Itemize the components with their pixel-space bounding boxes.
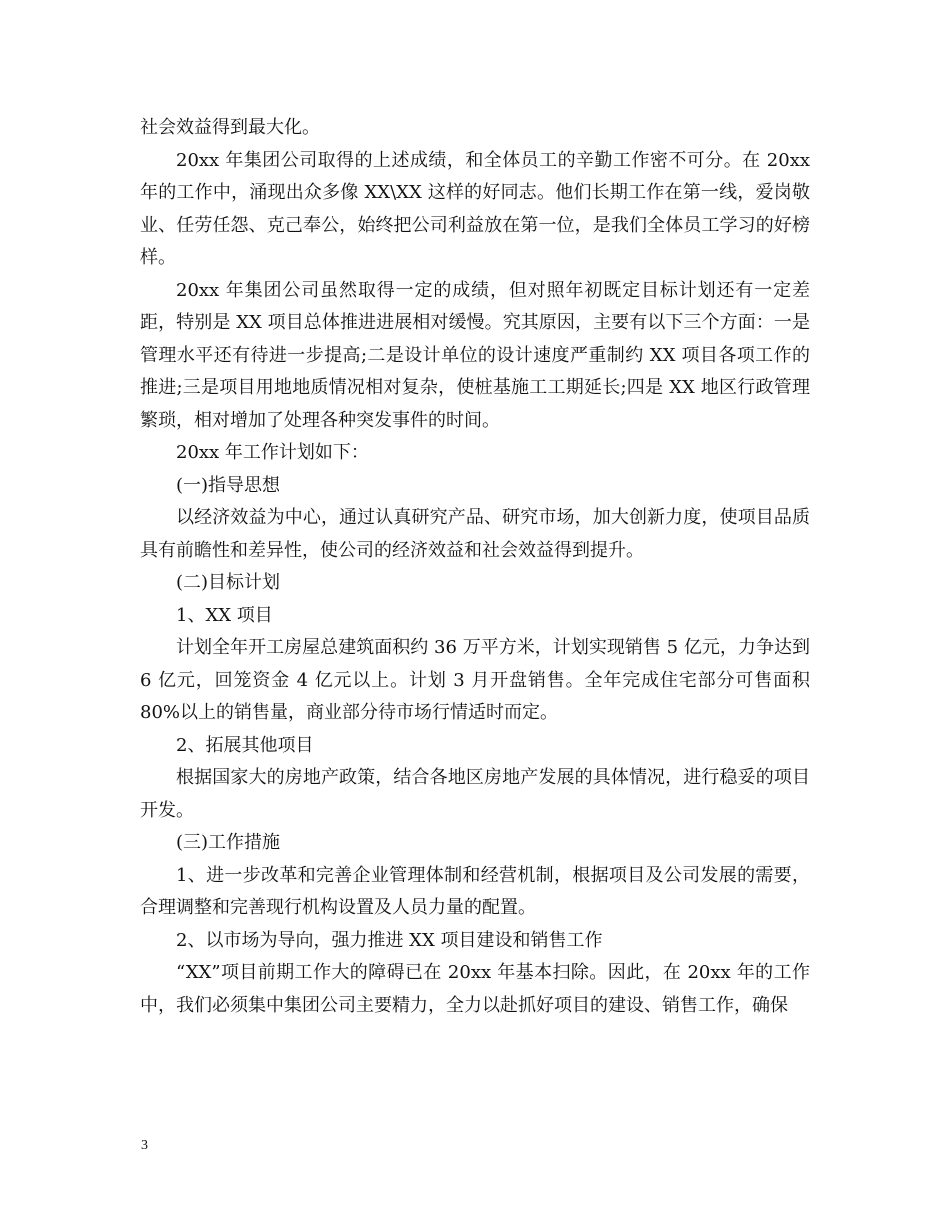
body-paragraph: (二)目标计划	[176, 572, 281, 593]
body-paragraph: (一)指导思想	[176, 474, 281, 496]
document-body	[140, 112, 810, 1022]
body-paragraph: 根据国家大的房地产政策，结合各地区房地产发展的具体情况，进行稳妥的项目开发。	[140, 767, 810, 821]
body-paragraph: “XX”项目前期工作大的障碍已在 20xx 年基本扫除。因此，在 20xx 年的工作中，我们必须集中集团公司主要精力，全力以赴抓好项目的建设、销售工作，确保	[140, 962, 810, 1016]
body-paragraph: 计划全年开工房屋总建筑面积约 36 万平方米，计划实现销售 5 亿元，力争达到 6 亿元，回笼资金 4 亿元以上。计划 3 月开盘销售。全年完成住宅部分可售面积 80%以上的销售量，商业部分待市场行情适时而定。	[140, 637, 810, 723]
body-paragraph: 20xx 年工作计划如下：	[176, 442, 369, 463]
body-paragraph: 1、XX 项目	[176, 604, 273, 626]
body-paragraph: 以经济效益为中心，通过认真研究产品、研究市场，加大创新力度，使项目品质具有前瞻性和差异性，使公司的经济效益和社会效益得到提升。	[140, 507, 810, 561]
body-paragraph: 社会效益得到最大化。	[140, 117, 320, 138]
body-paragraph: 2、拓展其他项目	[176, 734, 314, 756]
body-paragraph: (三)工作措施	[176, 832, 281, 853]
body-paragraph: 1、进一步改革和完善企业管理体制和经营机制，根据项目及公司发展的需要，合理调整和完善现行机构设置及人员力量的配置。	[140, 864, 810, 918]
body-paragraph: 20xx 年集团公司虽然取得一定的成绩，但对照年初既定目标计划还有一定差距，特别是 XX 项目总体推进进展相对缓慢。究其原因，主要有以下三个方面：一是管理水平还有待进一步提高;二是设计单位的设计速度严重制约 XX 项目各项工作的推进;三是项目用地地质情况相对复杂，使桩基施工工期延长;四是 XX 地区行政管理繁琐，相对增加了处理各种突发事件的时间。	[140, 279, 810, 431]
page-number: 3	[141, 1138, 148, 1153]
body-paragraph: 20xx 年集团公司取得的上述成绩，和全体员工的辛勤工作密不可分。在 20xx 年的工作中，涌现出众多像 XX\XX 这样的好同志。他们长期工作在第一线，爱岗敬业、任劳任怨、克己奉公，始终把公司利益放在第一位，是我们全体员工学习的好榜样。	[140, 149, 810, 268]
body-paragraph: 2、以市场为导向，强力推进 XX 项目建设和销售工作	[176, 929, 603, 951]
